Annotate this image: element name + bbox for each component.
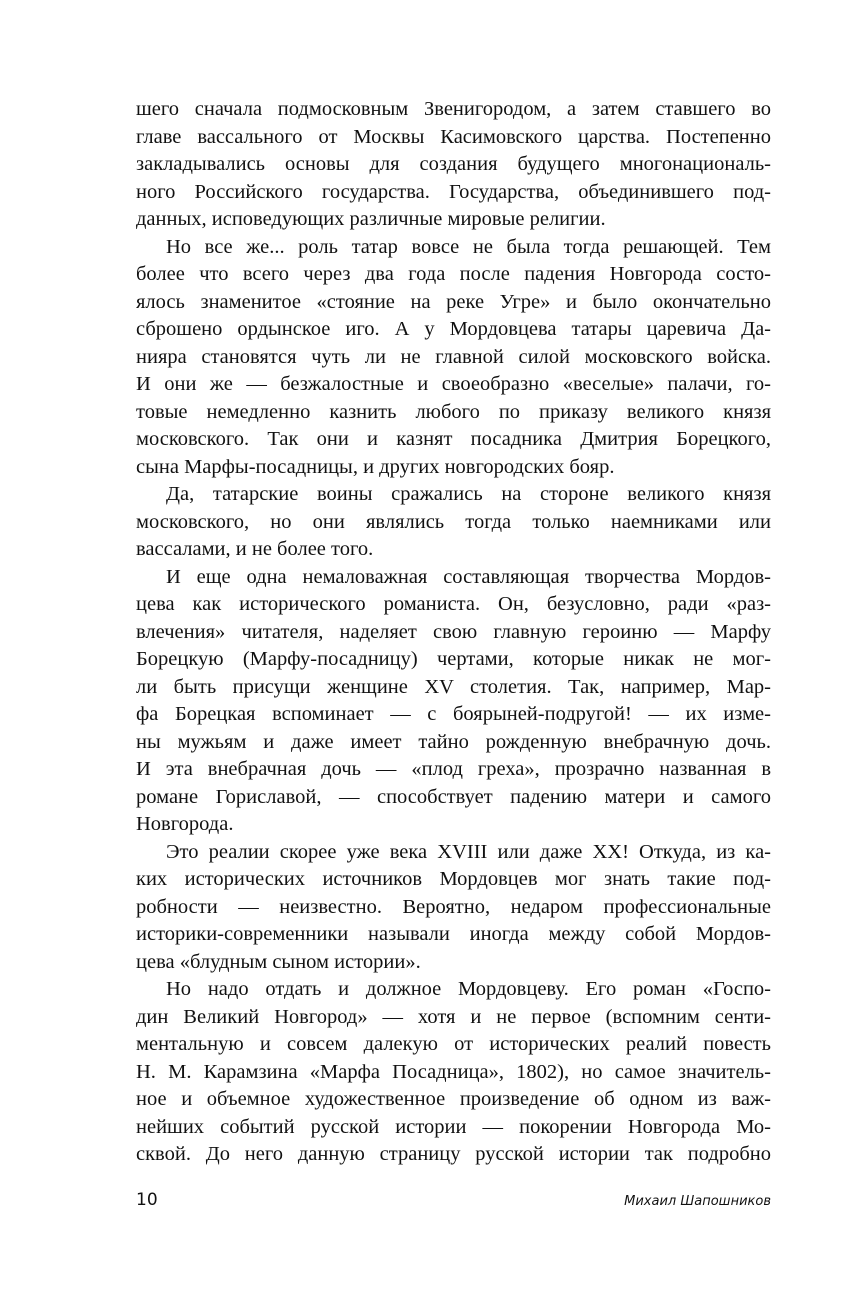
text-line: дин Великий Новгород» — хотя и не первое (вспомним сенти- [136, 1005, 771, 1028]
text-line: нейших событий русской истории — покорении Новгорода Мо- [136, 1115, 771, 1138]
text-line: Да, татарские воины сражались на стороне великого князя [166, 483, 771, 505]
text-line: ялось знаменитое «стояние на реке Угре» и было окончательно [136, 290, 771, 313]
text-line: фа Борецкая вспоминает — с боярыней-подругой! — их изме- [136, 703, 771, 725]
text-line: главе вассального от Москвы Касимовского царства. Постепенно [136, 125, 771, 148]
text-line: сына Марфы-посадницы, и других новгородских бояр. [136, 455, 615, 478]
text-line: И эта внебрачная дочь — «плод греха», прозрачно названная в [136, 758, 771, 780]
text-line: И еще одна немаловажная составляющая творчества Мордов- [166, 565, 771, 588]
text-line: нияра становятся чуть ли не главной силой московского войска. [136, 345, 771, 368]
text-line: товые немедленно казнить любого по приказу великого князя [136, 400, 771, 423]
body-text [136, 96, 771, 1169]
paragraph [136, 564, 771, 839]
text-line: закладывались основы для создания будущего многонациональ- [136, 153, 771, 175]
text-line: робности — неизвестно. Вероятно, недаром профессиональные [136, 895, 771, 918]
page-footer [136, 1190, 771, 1210]
paragraph [136, 234, 771, 482]
paragraph [136, 96, 771, 234]
text-line: Это реалии скорее уже века XVIII или даже XX! Откуда, из ка- [166, 840, 771, 863]
text-line: ное и объемное художественное произведение об одном из важ- [136, 1088, 771, 1110]
paragraph [136, 839, 771, 977]
text-line: Новгорода. [136, 813, 234, 835]
text-line: цева как исторического романиста. Он, безусловно, ради «раз- [136, 593, 771, 615]
text-line: ли быть присущи женщине XV столетия. Так, например, Мар- [136, 675, 771, 698]
text-line: Борецкую (Марфу-посадницу) чертами, которые никак не мог- [136, 648, 771, 670]
text-line: московского. Так они и казнят посадника Дмитрия Борецкого, [136, 428, 771, 450]
text-line: вассалами, и не более того. [136, 538, 374, 560]
text-line: цева «блудным сыном истории». [136, 950, 421, 973]
text-line: Н. М. Карамзина «Марфа Посадница», 1802), но самое значитель- [136, 1060, 771, 1083]
text-line: историки-современники называли иногда между собой Мордов- [136, 923, 771, 945]
text-line: сброшено ордынское иго. А у Мордовцева татары царевича Да- [136, 318, 771, 340]
text-line: ного Российского государства. Государства, объединившего под- [136, 180, 771, 203]
text-line: Но все же... роль татар вовсе не была тогда решающей. Тем [166, 235, 771, 258]
text-line: ментальную и совсем далекую от исторических реалий повесть [136, 1033, 771, 1055]
text-line: московского, но они являлись тогда только наемниками или [136, 510, 771, 533]
text-line: сквой. До него данную страницу русской истории так подробно [136, 1143, 771, 1165]
text-line: ны мужьям и даже имеет тайно рожденную внебрачную дочь. [136, 730, 771, 753]
text-line: более что всего через два года после падения Новгорода состо- [136, 263, 771, 285]
page-number: 10 [136, 1190, 158, 1210]
text-line: ких исторических источников Мордовцев мог знать такие под- [136, 868, 771, 890]
text-line: И они же — безжалостные и своеобразно «веселые» палачи, го- [136, 373, 771, 395]
text-line: романе Гориславой, — способствует падению матери и самого [136, 785, 771, 808]
text-line: шего сначала подмосковным Звенигородом, а затем ставшего во [136, 98, 771, 120]
paragraph [136, 976, 771, 1169]
paragraph [136, 481, 771, 564]
text-line: влечения» читателя, наделяет свою главную героиню — Марфу [136, 620, 771, 643]
text-line: Но надо отдать и должное Мордовцеву. Его роман «Госпо- [166, 978, 771, 1000]
running-header-author: Михаил Шапошников [624, 1194, 771, 1209]
text-line: данных, исповедующих различные мировые религии. [136, 208, 606, 230]
